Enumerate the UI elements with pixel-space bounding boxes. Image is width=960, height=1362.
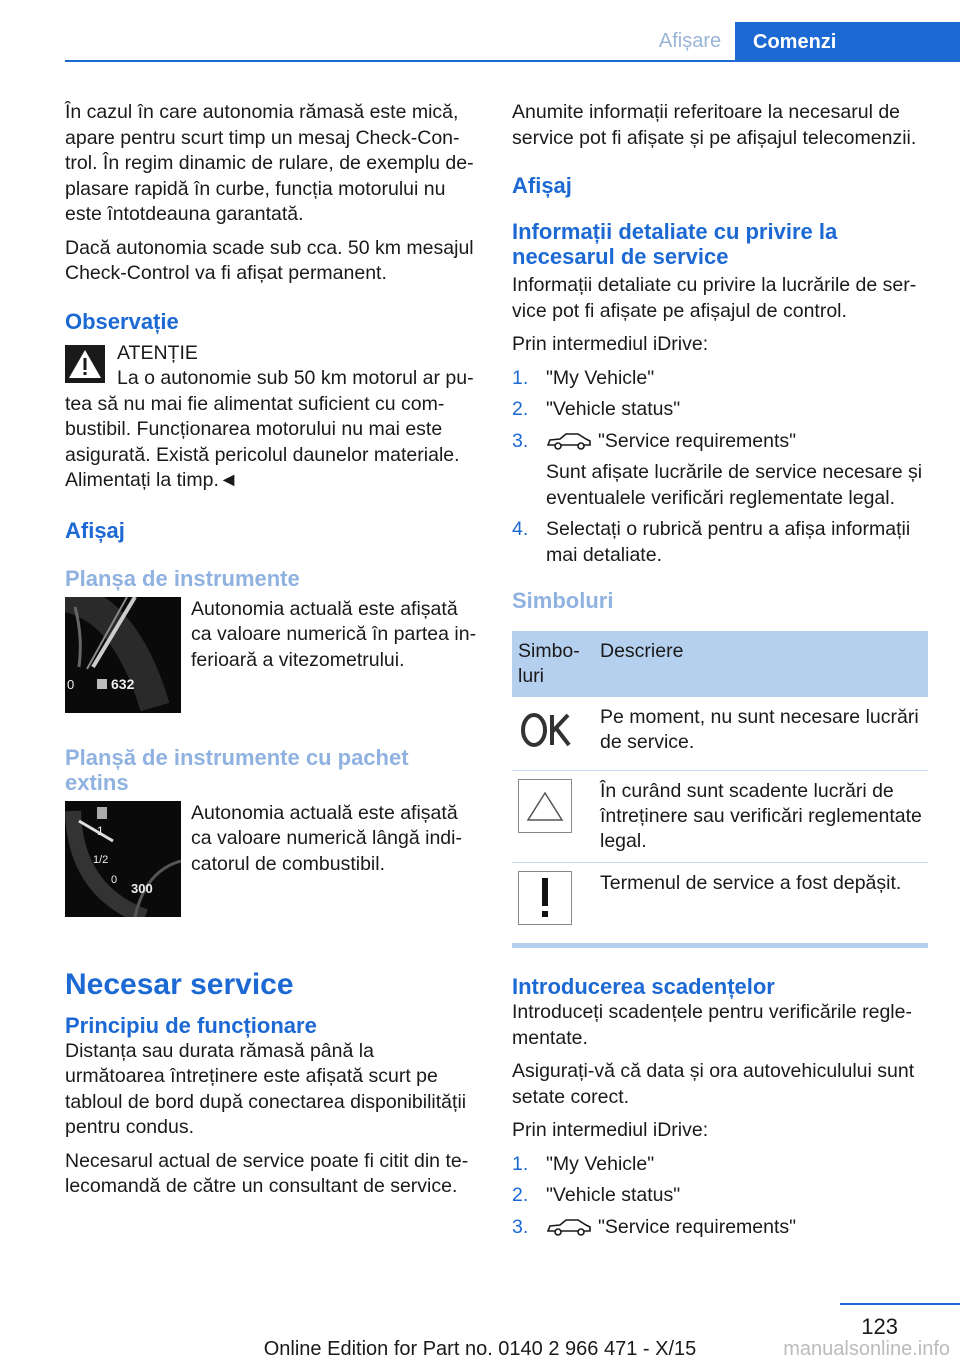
- paragraph: În cazul în care autonomia rămasă este mică, apare pentru scurt timp un mesaj Check-Control. În regim dinamic de rulare, de exemplu deplasare rapidă în curbe, funcția motorului nu este întotdeauna garantată.: [65, 101, 474, 225]
- car-service-icon: [546, 1218, 592, 1236]
- idrive-steps-list: [512, 366, 928, 569]
- table-cell: Pe moment, nu sunt necesare lucrări de service.: [594, 697, 928, 771]
- footer-edition: Online Edition for Part no. 0140 2 966 471 - X/15: [263, 1338, 697, 1360]
- paragraph: Anumite informații referitoare la necesarul de service pot fi afișate și pe afișajul telecomenzii.: [512, 101, 917, 149]
- tab-comenzi[interactable]: Comenzi: [735, 22, 960, 62]
- heading-observatie: Observație: [65, 308, 179, 334]
- plansa-text: Autonomia actuală este afișată ca valoare numerică în partea inferioară a vitezometrului.: [191, 597, 477, 671]
- exclamation-symbol-icon: [518, 871, 572, 925]
- heading-informatii: Informații detaliate cu privire la necesarul de service: [512, 219, 838, 269]
- gauge-zero-label: 0: [67, 676, 75, 692]
- warning-block: [65, 341, 478, 367]
- list-item: 1. "My Vehicle": [512, 1152, 655, 1175]
- gauge-zero-label: 0: [111, 873, 118, 886]
- warning-title: ATENȚIE: [117, 341, 198, 364]
- extended-cluster-image: [65, 801, 181, 917]
- list-item-sub: Sunt afișate lucrările de service necesare și eventualele verificări reglementate legal.: [546, 461, 923, 509]
- list-item: 1. "My Vehicle": [512, 366, 655, 389]
- footer-rule: [840, 1303, 960, 1305]
- list-item: 2. "Vehicle status": [512, 398, 681, 420]
- heading-simboluri: Simboluri: [512, 588, 614, 613]
- range-value-label: 632: [111, 675, 135, 692]
- table-row: [512, 697, 928, 771]
- heading-plansa: Planșa de instrumente: [65, 565, 300, 591]
- table-cell: Termenul de service a fost depășit.: [600, 872, 902, 894]
- paragraph: Informații detaliate cu privire la lucrările de service pot fi afișate pe afișajul de control.: [512, 274, 917, 322]
- paragraph: Prin intermediul iDrive:: [512, 1119, 709, 1141]
- paragraph: Asigurați-vă că data și ora autovehiculului sunt setate corect.: [512, 1060, 915, 1108]
- ok-symbol-icon: [518, 705, 574, 755]
- list-item: 3. "Service requirements" Sunt afișate lucrările de service necesare și eventualele verificări reglementate legal.: [512, 429, 928, 512]
- instrument-cluster-image: [65, 597, 181, 713]
- paragraph: Prin intermediul iDrive:: [512, 333, 709, 355]
- table-row: [512, 863, 928, 934]
- heading-necesar-service: Necesar service: [65, 967, 294, 1001]
- heading-afisaj: Afișaj: [65, 517, 125, 543]
- plansa-extins-text: Autonomia actuală este afișată ca valoare numerică lângă indicatorul de combustibil.: [191, 801, 462, 875]
- table-bottom-rule: [512, 943, 928, 948]
- table-row: [512, 771, 928, 863]
- range-value-label: 300: [131, 880, 153, 896]
- right-column: [512, 100, 928, 1248]
- warning-text: La o autonomie sub 50 km motorul ar putea să nu mai fie alimentat suficient cu combustibil. Funcționarea motorului nu mai este asigurată. Există pericolul daunelor materiale. Alimentați la timp.◄: [65, 367, 474, 491]
- watermark: manualsonline.info: [783, 1338, 950, 1360]
- triangle-symbol-icon: [518, 779, 572, 833]
- gauge-half-label: 1/2: [93, 853, 109, 866]
- heading-principiu: Principiu de funcționare: [65, 1012, 317, 1038]
- list-item: 3. "Service requirements": [512, 1215, 797, 1238]
- idrive-steps-list-2: [512, 1152, 928, 1241]
- symbols-table: [512, 631, 928, 933]
- paragraph: Distanța sau durata rămasă până la următoarea întreținere este afișată scurt pe tabloul de bord după conectarea disponibilității pentru condus.: [65, 1039, 467, 1138]
- page-number: 123: [861, 1314, 898, 1339]
- table-cell: În curând sunt scadente lucrări de întreținere sau verificări reglementate legal.: [594, 771, 928, 863]
- list-item: 2. "Vehicle status": [512, 1184, 681, 1206]
- left-column: [65, 100, 478, 1208]
- heading-plansa-extins: Planșă de instrumente cu pachet extins: [65, 744, 409, 795]
- paragraph: Necesarul actual de service poate fi citit din telecomandă de către un consultant de service.: [65, 1149, 469, 1197]
- paragraph: Dacă autonomia scade sub cca. 50 km mesajul Check-Control va fi afișat permanent.: [65, 236, 474, 284]
- tab-afisare[interactable]: Afișare: [658, 30, 722, 52]
- list-item: 4. Selectați o rubrică pentru a afișa informații mai detaliate.: [512, 518, 911, 566]
- paragraph: Introduceți scadențele pentru verificările reglementate.: [512, 1001, 912, 1049]
- heading-afisaj-right: Afișaj: [512, 173, 572, 198]
- warning-triangle-icon: [65, 345, 105, 383]
- table-header: Simboluri: [512, 631, 594, 697]
- gauge-one-label: 1: [97, 823, 104, 838]
- car-service-icon: [546, 432, 592, 450]
- heading-introducere: Introducerea scadențelor: [512, 974, 775, 999]
- table-header: Descriere: [594, 631, 928, 697]
